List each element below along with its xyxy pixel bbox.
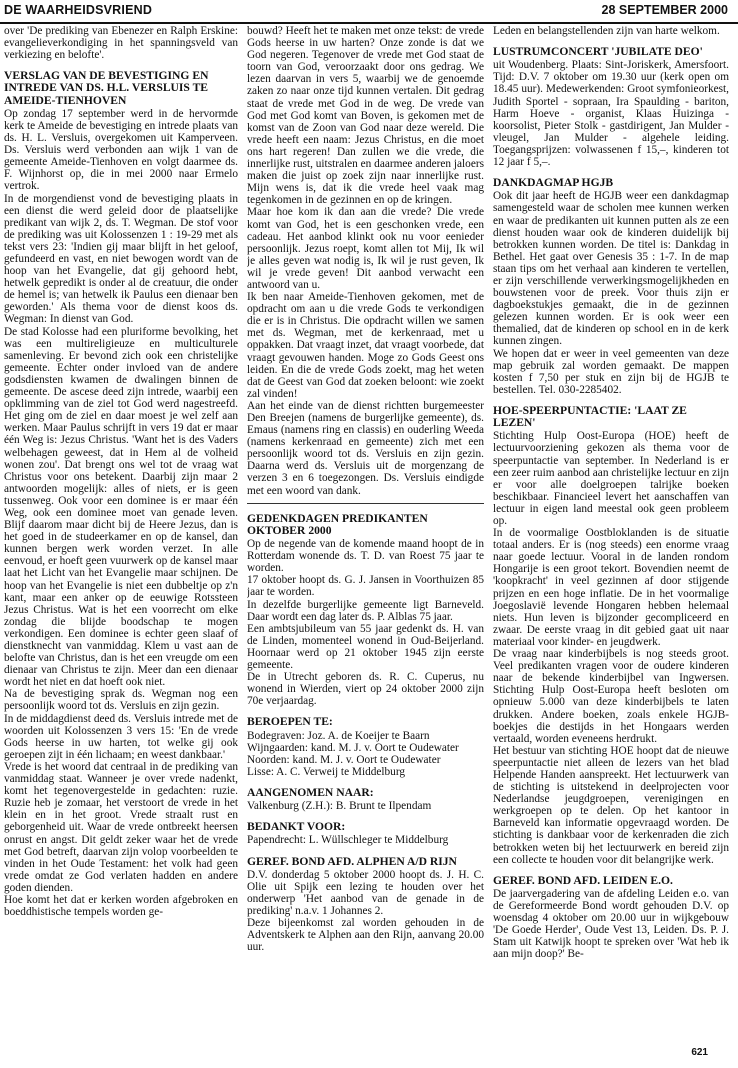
paragraph: De stad Kolosse had een pluriforme bevolking, het was een multireligieuze en multiculturele samenleving. Er bevond zich ook een christelijke gemeente. Echter onder invloed van de andere godsdiensten kwamen de dwalingen binnen de gemeente. De ascese deed zijn intrede, waarbij een opklimming van de ziel tot God werd nagestreefd. Het ging om de ziel en daar moest je wel zelf aan werken. Maar Paulus schrijft in vers 19 dat er maar één Weg is: Jezus Christus. 'Want het is des Vaders welbehagen geweest, dat in Hem al de volheid wonen zou'. Dat brengt ons wel tot de vraag wat Christus voor ons betekent. Daarbij zijn maar 2 antwoorden mogelijk: alles of niets, er is geen tussenweg. Ook voor een dominee is er maar één Weg, ook een dominee moet van genade leven. Blijf daarom maar dicht bij de Heere Jezus, dan is het goed in de studeerkamer en op de kansel, dan kunnen bergen werk worden verzet. In alle eenvoud, er hoeft geen vuurwerk op de kansel maar laat het Licht van het Evangelie maar schijnen. De hoop van het Evangelie is niet een dubbeltje op z'n kant, maar een anker op de eeuwige Rotssteen Jezus Christus. Wat is het een voorrecht om elke zondag die blijde boodschap te mogen verkondigen. Een dominee is echter geen slaaf of dienstknecht van vanmiddag. Klem u vast aan de belofte van Christus, dan is het een vreugde om een dienaar van Christus te zijn. Meer dan een dienaar wordt het niet en dat hoeft ook niet. bbox=[4, 325, 238, 689]
page-number: 621 bbox=[691, 1047, 708, 1058]
list-item: Lisse: A. C. Verweij te Middelburg bbox=[247, 765, 406, 778]
paragraph: In de middagdienst deed ds. Versluis intrede met de woorden uit Kolossenzen 3 vers 15: 'En de vrede Gods heerse in uw harten, tot welke gij ook geroepen zijt in één lichaam; en weest dankbaar.' bbox=[4, 712, 238, 761]
paragraph: Een ambtsjubileum van 55 jaar gedenkt ds. H. van de Linden, momenteel wonend in Oud-Beijerland. Hoornaar werd op 21 oktober 1945 zijn eerste gemeente. bbox=[247, 622, 484, 671]
list-item: Bodegraven: Joz. A. de Koeijer te Baarn bbox=[247, 729, 430, 742]
paragraph: bouwd? Heeft het te maken met onze tekst: de vrede Gods heerse in uw harten? Onze zonde is dat we God negeren. Tegenover de vrede met God staat de toorn van God, veroorzaakt door ons gedrag. We lezen daarvan in vers 5, waarbij we de genoemde zaken zo naar onze tijd kunnen vertalen. Dit gedrag staat de vrede met God in de weg. De vrede van God met God komt van Boven, is gekomen met de komst van de Zoon van God naar deze wereld. Die vrede heeft een naam: Jezus Christus, en die moet ons hart regeren! Dan zullen we die vrede, die innerlijke rust, uitstralen en daarmee anderen jaloers maken die juist op zoek zijn naar innerlijke rust. Mijn wens is, dat ik die vrede heel vaak mag tegenkomen in de gezinnen en op de kringen. bbox=[247, 25, 484, 207]
section-heading: VERSLAG VAN DE BEVESTIGING EN INTREDE VAN DS. H.L. VERSLUIS TE AMEIDE-TIENHOVEN bbox=[4, 69, 209, 107]
paragraph: We hopen dat er weer in veel gemeenten van deze map gebruik zal worden gemaakt. De mappen kosten f 7,50 per stuk en zijn bij de HGJB te bestellen. Tel. 030-2285402. bbox=[493, 347, 729, 396]
paragraph: D.V. donderdag 5 oktober 2000 hoopt ds. J. H. C. Olie uit Spijk een lezing te houden over het onderwerp 'Het aanbod van de genade in de prediking' n.a.v. 1 Johannes 2. bbox=[247, 868, 484, 918]
paragraph: De vraag naar kinderbijbels is nog steeds groot. Veel predikanten vragen voor de oudere kinderen naar de bekende kinderbijbel van Ingwersen. Stichting Hulp Oost-Europa heeft besloten om opnieuw 5.000 van deze kinderbijbels te laten drukken. Andere boeken, zoals enkele HGJB-boekjes die destijds in het Hongaars werden vertaald, worden eveneens herdrukt. bbox=[493, 648, 729, 745]
paragraph: Leden en belangstellenden zijn van harte welkom. bbox=[493, 25, 720, 37]
paragraph: De in Utrecht geboren ds. R. C. Cuperus, nu wonend in Wierden, viert op 24 oktober 2000 zijn 70e verjaardag. bbox=[247, 671, 484, 708]
section-heading: DANKDAGMAP HGJB bbox=[493, 176, 614, 190]
section-heading: BEROEPEN TE: bbox=[247, 715, 333, 729]
issue-date: 28 SEPTEMBER 2000 bbox=[601, 3, 728, 17]
paragraph: Aan het einde van de dienst richtten burgemeester Den Breejen (namens de burgerlijke gemeente), ds. Emaus (namens ring en classis) en ouderling Weeda (namens kerkenraad en gemeente) zich met een persoonlijk woord tot ds. Versluis en zijn gezin. Daarna werd ds. Versluis uit de morgenzang de verzen 3 en 6 toegezongen. Ds. Versluis eindigde met een woord van dank. bbox=[247, 399, 484, 497]
paragraph: 17 oktober hoopt ds. G. J. Jansen in Voorthuizen 85 jaar te worden. bbox=[247, 574, 484, 599]
divider bbox=[247, 503, 484, 504]
paragraph: Ik ben naar Ameide-Tienhoven gekomen, met de opdracht om aan u die vrede Gods te verkondigen die er is in Christus. Die opdracht willen we samen met ds. Wegman, met de kerkenraad, met u oppakken. Dat vraagt inzet, dat vraagt voorbede, dat vraagt gevouwen handen. Moge zo Gods Geest ons leiden. En die de vrede Gods zoekt, mag het weten dat de Geest van God dat zoeken beloont: wie zoekt zal vinden! bbox=[247, 291, 484, 400]
paragraph: Stichting Hulp Oost-Europa (HOE) heeft de lectuurvoorziening gekozen als thema voor de speerpuntactie van september. In Nederland is er een zeer ruim aanbod aan christelijke lectuur en zijn er voor alle doelgroepen talrijke boeken beschikbaar. Financieel levert het aanschaffen van lectuur in eigen land meestal ook geen probleem op. bbox=[493, 430, 729, 527]
paragraph: In dezelfde burgerlijke gemeente ligt Barneveld. Daar wordt een dag later ds. P. Alblas 75 jaar. bbox=[247, 598, 484, 623]
list-item: Wijngaarden: kand. M. J. v. Oort te Oudewater bbox=[247, 741, 459, 754]
section-heading: HOE-SPEERPUNTACTIE: 'LAAT ZE LEZEN' bbox=[493, 403, 687, 430]
paragraph: uit Woudenberg. Plaats: Sint-Joriskerk, Amersfoort. Tijd: D.V. 7 oktober om 19.30 uur (kerk open om 18.45 uur). Medewerkenden: Groot symfonieorkest, Judith Sportel - sopraan, Ira Spaulding - bariton, Harm Hoeve - organist, Klaas Huizinga - koorsolist, Pieter Stolk - gastdirigent, Jan Mulder - vleugel, Jan Mulder - algehele leiding. Toegangsprijzen: volwassenen f 15,–, kinderen tot 12 jaar f 5,–. bbox=[493, 59, 729, 169]
paragraph: Maar hoe kom ik dan aan die vrede? Die vrede komt van God, het is een geschonken vrede, een cadeau. Het aanbod klinkt ook nu voor eenieder persoonlijk. Jezus roept, komt allen tot Mij, Ik wil je alles geven wat nodig is, Ik wil je rust geven, Ik wil je vrede geven! Dit aanbod verwacht een antwoord van u. bbox=[247, 206, 484, 291]
section-heading: AANGENOMEN NAAR: bbox=[247, 785, 374, 799]
paragraph: Op zondag 17 september werd in de hervormde kerk te Ameide de bevestiging en intrede plaats van ds. H. L. Versluis, overgekomen uit Kamperveen. Ds. Versluis werd verbonden aan wijk 1 van de gemeente Ameide-Tienhoven en volgt daarmee ds. F. Wijnhorst op, die in mei 2000 naar Ermelo vertrok. bbox=[4, 107, 238, 193]
paragraph: over 'De prediking van Ebenezer en Ralph Erskine: evangelieverkondiging in het spanningsveld van verkiezing en beloftе'. bbox=[4, 25, 238, 62]
section-heading: LUSTRUMCONCERT 'JUBILATE DEO' bbox=[493, 45, 703, 59]
paragraph: Na de bevestiging sprak ds. Wegman nog een persoonlijk woord tot ds. Versluis en zijn gezin. bbox=[4, 688, 238, 713]
paragraph: Vrede is het woord dat centraal in de prediking van vanmiddag staat. Wanneer je over vrede nadenkt, komt het tegenovergestelde in gedachten: ruzie. Ruzie heb je zomaar, het verstoort de vrede in het klein en in het groot. Vrede straalt rust en geborgenheid uit. Waar de vrede ontbreekt heersen onrust en angst. Dit geldt zeker waar het de vrede met God betreft, daarvan zijn volop voorbeelden te vinden in het Oude Testament: het volk had geen vrede omdat ze God verlaten hadden en andere goden dienden. bbox=[4, 760, 238, 894]
list-item: Valkenburg (Z.H.): B. Brunt te Ilpendam bbox=[247, 800, 432, 813]
paragraph: Het bestuur van stichting HOE hoopt dat de nieuwe speerpuntactie niet alleen de lezers van het blad Helpende Handen aanspreekt. Het lectuurwerk van de stichting is uitstekend in deelprojecten voor Nederlandse jeugdgroepen, verenigingen en werkgroepen op te delen. Op het kantoor in Barneveld kan informatie opgevraagd worden. De stichting is dankbaar voor de kerkenraden die zich betrokken weten bij het lectuurwerk en bereid zijn een collecte te houden voor dit belangrijke werk. bbox=[493, 744, 729, 866]
paragraph: De jaarvergadering van de afdeling Leiden e.o. van de Gereformeerde Bond wordt gehouden D.V. op woensdag 4 oktober om 20.00 uur in wijkgebouw 'De Goede Herder', Oude Vest 13, Leiden. Ds. P. J. Stam uit Katwijk hoopt te spreken over 'Wat heb ik aan mijn doop?' Be- bbox=[493, 887, 729, 961]
section-heading: GEREF. BOND AFD. ALPHEN A/D RIJN bbox=[247, 854, 457, 868]
paragraph: Hoe komt het dat er kerken worden afgebroken en boeddhistische tempels worden ge- bbox=[4, 893, 238, 919]
paragraph: Op de negende van de komende maand hoopt de in Rotterdam wonende ds. T. D. van Roest 75 jaar te worden. bbox=[247, 538, 484, 575]
list-item: Noorden: kand. M. J. v. Oort te Oudewater bbox=[247, 753, 441, 766]
paragraph: Deze bijeenkomst zal worden gehouden in de Adventskerk te Alphen aan den Rijn, aanvang 20.00 uur. bbox=[247, 917, 484, 954]
paragraph: In de voormalige Oostbloklanden is de situatie totaal anders. Er is (nog steeds) een enorme vraag naar goede lectuur. Vooral in de landen rondom Hongarije is een groot tekort. Bovendien neemt de 'koopkracht' in veel gezinnen af door stijgende prijzen en een hoge inflatie. De in het voormalige Joegoslavië levende Hongaren hebben helemaal niets. Hun leven is bijzonder gecompliceerd en zwaar. De eerste vraag in dit gebied gaat uit naar materiaal voor kinder- en jeugdwerk. bbox=[493, 527, 729, 648]
column-1 bbox=[4, 25, 238, 1055]
publication-title: DE WAARHEIDSVRIEND bbox=[4, 3, 153, 17]
column-3 bbox=[493, 25, 729, 1055]
list-item: Papendrecht: L. Wüllschleger te Middelburg bbox=[247, 834, 449, 847]
section-heading: GEREF. BOND AFD. LEIDEN E.O. bbox=[493, 873, 673, 887]
paragraph: In de morgendienst vond de bevestiging plaats in een dienst die werd geleid door de plaatselijke predikant van wijk 2, ds. T. Wegman. De stof voor de prediking was uit Kolossenzen 1 : 19-29 met als tekst vers 23: 'Indien gij maar blijft in het geloof, gefundeerd en vast, en niet bewogen wordt van de hoop van het Evangelie, dat gij gehoord hebt, hetwelk gepredikt is onder al de creatuur, die onder de hemel is; van hetwelk ik Paulus een dienaar ben geworden.' Als thema voor de dienst koos ds. Wegman: In dienst van God. bbox=[4, 192, 238, 326]
section-heading: BEDANKT VOOR: bbox=[247, 820, 346, 834]
column-2 bbox=[247, 25, 484, 1055]
page-header bbox=[0, 0, 738, 24]
paragraph: Ook dit jaar heeft de HGJB weer een dankdagmap samengesteld waar de scholen mee kunnen werken en waar de predikanten uit kunnen putten als ze een dienst houden waar ook de kinderen duidelijk bij betrokken kunnen worden. De titel is: Dankdag in Bethel. Het gaat over Genesis 35 : 1-7. In de map staan tips om het verhaal aan kinderen te vertellen, er zijn verschillende verwerkingsmogelijkheden en bouwstenen voor de preek. Voor thuis zijn er dagboekstukjes gemaakt, die in de gezinnen gelezen kunnen worden. Er is ook weer een themalied, dat de kinderen op school en in de kerk kunnen zingen. bbox=[493, 190, 729, 348]
section-heading: GEDENKDAGEN PREDIKANTEN OKTOBER 2000 bbox=[247, 511, 428, 537]
